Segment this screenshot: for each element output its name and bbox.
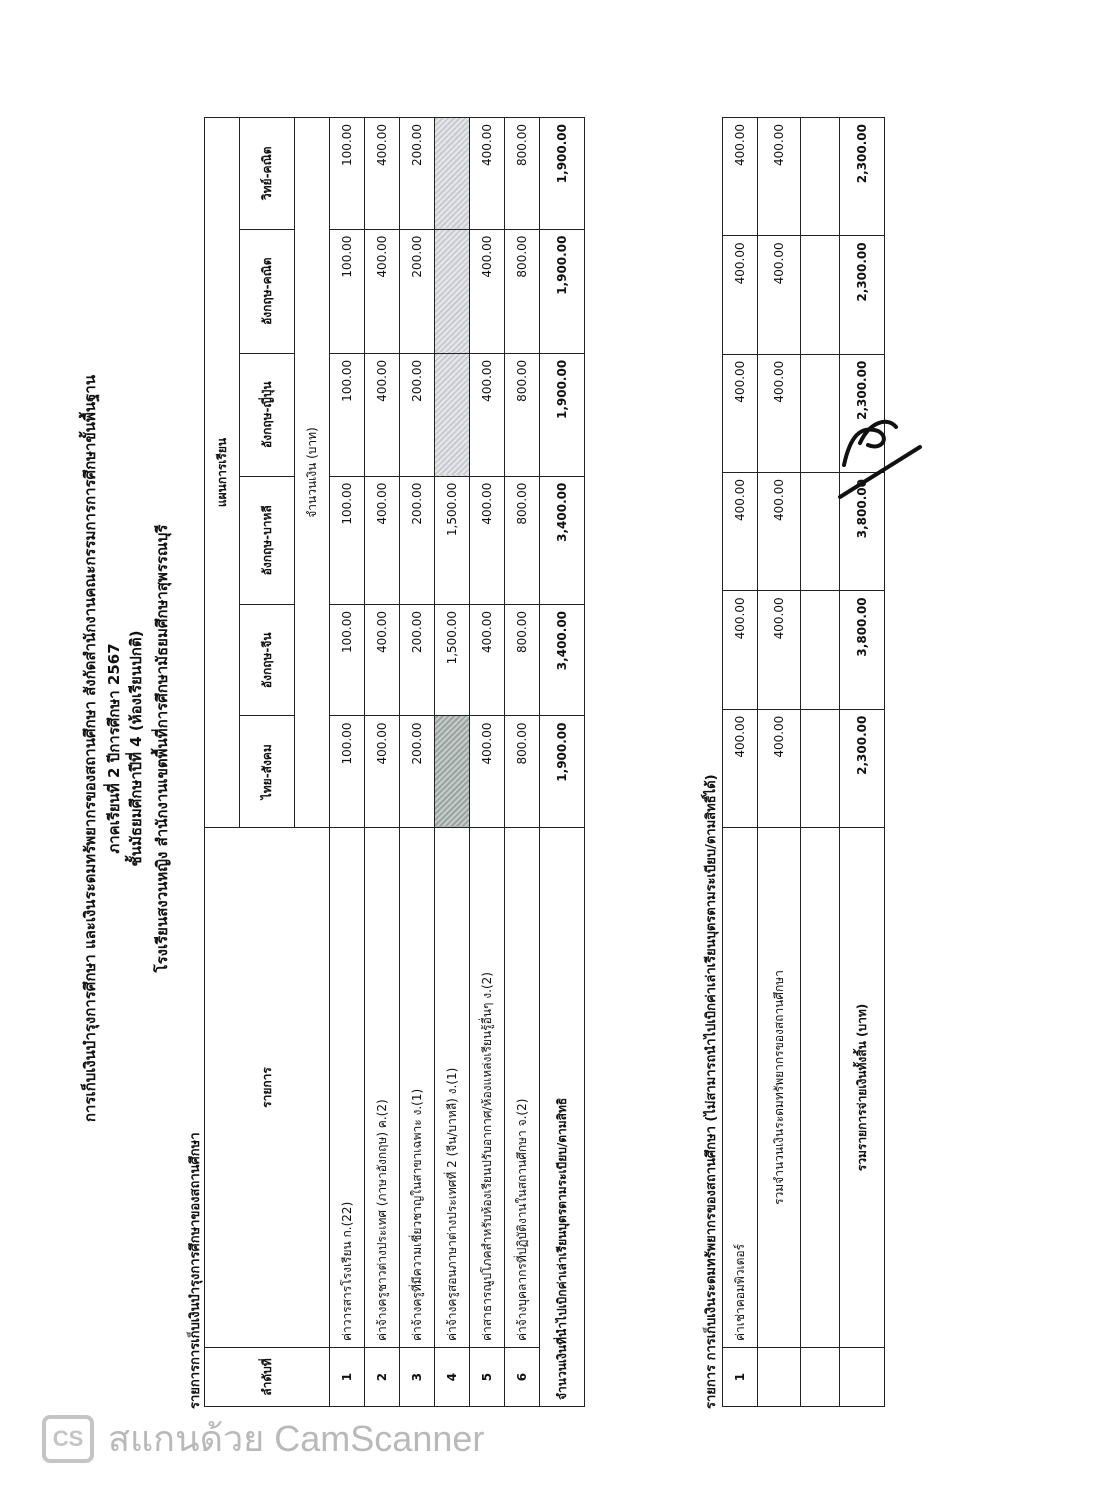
subtotal-label: รวมจำนวนเงินระดมทรัพยากรของสถานศึกษา bbox=[758, 828, 801, 1348]
cell-value-blank bbox=[435, 229, 470, 353]
table-row bbox=[723, 118, 758, 1407]
document-page bbox=[60, 0, 1094, 1497]
total-value: 1,900.00 bbox=[540, 716, 585, 828]
total-value: 1,900.00 bbox=[540, 353, 585, 476]
cell-value: 400.00 bbox=[470, 604, 505, 716]
cell-value: 400.00 bbox=[470, 476, 505, 604]
cell-value: 100.00 bbox=[330, 716, 365, 828]
subtotal-value: 400.00 bbox=[758, 354, 801, 472]
cell-value: 200.00 bbox=[400, 353, 435, 476]
cell-value: 100.00 bbox=[330, 229, 365, 353]
subtotal-value: 400.00 bbox=[758, 118, 801, 236]
grand-total-value: 2,300.00 bbox=[840, 354, 885, 472]
cell-value: 200.00 bbox=[400, 118, 435, 230]
table-row bbox=[505, 118, 540, 1407]
handwritten-signature bbox=[820, 397, 940, 517]
cell-value: 100.00 bbox=[330, 476, 365, 604]
subtotal-value: 400.00 bbox=[758, 709, 801, 827]
camscanner-logo-icon: CS bbox=[42, 1415, 94, 1463]
table1-caption: รายการการเก็บเงินบำรุงการศึกษาของสถานศึกษา bbox=[188, 1132, 203, 1409]
grand-total-label: รวมรายการจ่ายเงินทั้งสิ้น (บาท) bbox=[840, 828, 885, 1348]
cell-value: 400.00 bbox=[365, 716, 400, 828]
cell-value: 200.00 bbox=[400, 716, 435, 828]
plan-header: อังกฤษ-ญี่ปุ่น bbox=[240, 353, 295, 476]
camscanner-text: สแกนด้วย CamScanner bbox=[108, 1418, 485, 1459]
cell-value: 200.00 bbox=[400, 476, 435, 604]
cell-value: 400.00 bbox=[365, 353, 400, 476]
cell-value: 100.00 bbox=[330, 118, 365, 230]
cell-value: 400.00 bbox=[365, 229, 400, 353]
table2-caption: รายการ การเก็บเงินระดมทรัพยากรของสถานศึกษา (ไม่สามารถนำไปเบิกค่าเล่าเรียนบุตรตามระเบียบ/ตามสิทธิ์ได้) bbox=[704, 774, 719, 1409]
cell-value: 400.00 bbox=[723, 473, 758, 591]
col-header-plan: แผนการเรียน bbox=[205, 118, 240, 828]
col-header-no: ลำดับที่ bbox=[205, 1348, 330, 1407]
subtotal-value: 400.00 bbox=[758, 591, 801, 709]
grand-total-row bbox=[840, 118, 885, 1407]
cell-value: 400.00 bbox=[470, 118, 505, 230]
total-value: 3,400.00 bbox=[540, 604, 585, 716]
cell-value: 800.00 bbox=[505, 716, 540, 828]
total-value: 3,400.00 bbox=[540, 476, 585, 604]
title-line-2: ภาคเรียนที่ 2 ปีการศึกษา 2567 bbox=[105, 643, 123, 854]
plan-header: อังกฤษ-จีน bbox=[240, 604, 295, 716]
row-no: 1 bbox=[723, 1348, 758, 1407]
title-line-1: การเก็บเงินบำรุงการศึกษา และเงินระดมทรัพยากรของสถานศึกษา สังกัดสำนักงานคณะกรรมการการศึกษาขั้นพื้นฐาน bbox=[81, 374, 99, 1123]
cell-value: 1,500.00 bbox=[435, 604, 470, 716]
row-item: ค่าเช่าคอมพิวเตอร์ bbox=[723, 828, 758, 1348]
cell-value: 800.00 bbox=[505, 353, 540, 476]
cell-value-blank bbox=[435, 716, 470, 828]
row-no: 3 bbox=[400, 1348, 435, 1407]
row-item: ค่าจ้างบุคลากรที่ปฏิบัติงานในสถานศึกษา จ.(2) bbox=[505, 828, 540, 1348]
grand-total-value: 3,800.00 bbox=[840, 591, 885, 709]
cell-value: 400.00 bbox=[470, 353, 505, 476]
cell-value-blank bbox=[435, 353, 470, 476]
cell-value: 400.00 bbox=[365, 604, 400, 716]
grand-total-value: 2,300.00 bbox=[840, 709, 885, 827]
subtotal-row bbox=[758, 118, 801, 1407]
title-line-3: ชั้นมัธยมศึกษาปีที่ 4 (ห้องเรียนปกติ) bbox=[127, 630, 145, 867]
row-no: 1 bbox=[330, 1348, 365, 1407]
cell-value: 100.00 bbox=[330, 604, 365, 716]
grand-total-value: 2,300.00 bbox=[840, 236, 885, 354]
plan-header: วิทย์-คณิต bbox=[240, 118, 295, 230]
table-row bbox=[330, 118, 365, 1407]
row-item: ค่าสาธารณูปโภคสำหรับห้องเรียนปรับอากาศ/ห้องแหล่งเรียนรู้อื่นๆ ง.(2) bbox=[470, 828, 505, 1348]
spacer-row bbox=[801, 118, 840, 1407]
row-no: 6 bbox=[505, 1348, 540, 1407]
plan-header: ไทย-สังคม bbox=[240, 716, 295, 828]
total-row bbox=[540, 118, 585, 1407]
cell-value: 100.00 bbox=[330, 353, 365, 476]
cell-value: 800.00 bbox=[505, 118, 540, 230]
cell-value: 400.00 bbox=[723, 354, 758, 472]
row-no: 4 bbox=[435, 1348, 470, 1407]
unit-label: จำนวนเงิน (บาท) bbox=[295, 118, 330, 828]
table-row bbox=[470, 118, 505, 1407]
resource-fee-table bbox=[722, 117, 885, 1407]
cell-value: 800.00 bbox=[505, 604, 540, 716]
cell-value: 400.00 bbox=[723, 591, 758, 709]
cell-value: 400.00 bbox=[723, 709, 758, 827]
cell-value: 400.00 bbox=[723, 236, 758, 354]
cell-value: 1,500.00 bbox=[435, 476, 470, 604]
cell-value: 400.00 bbox=[723, 118, 758, 236]
col-header-item: รายการ bbox=[205, 828, 330, 1348]
cell-value: 200.00 bbox=[400, 604, 435, 716]
subtotal-value: 400.00 bbox=[758, 473, 801, 591]
school-name: โรงเรียนสงวนหญิง สำนักงานเขตพื้นที่การศึกษามัธยมศึกษาสุพรรณบุรี bbox=[153, 524, 171, 973]
cell-value: 400.00 bbox=[470, 229, 505, 353]
cell-value-blank bbox=[435, 118, 470, 230]
row-item: ค่าจ้างครูสอนภาษาต่างประเทศที่ 2 (จีน/บาหลี) ง.(1) bbox=[435, 828, 470, 1348]
plan-header: อังกฤษ-บาหลี bbox=[240, 476, 295, 604]
table-row bbox=[435, 118, 470, 1407]
cell-value: 400.00 bbox=[365, 476, 400, 604]
row-item: ค่าจ้างครูที่มีความเชี่ยวชาญในสาขาเฉพาะ ง.(1) bbox=[400, 828, 435, 1348]
table-row bbox=[365, 118, 400, 1407]
row-no: 2 bbox=[365, 1348, 400, 1407]
fee-table bbox=[204, 117, 585, 1407]
row-no: 5 bbox=[470, 1348, 505, 1407]
grand-total-value: 2,300.00 bbox=[840, 118, 885, 236]
total-value: 1,900.00 bbox=[540, 118, 585, 230]
row-item: ค่าจ้างครูชาวต่างประเทศ (ภาษาอังกฤษ) ค.(2) bbox=[365, 828, 400, 1348]
subtotal-value: 400.00 bbox=[758, 236, 801, 354]
cell-value: 800.00 bbox=[505, 229, 540, 353]
total-label: จำนวนเงินที่นำไปเบิกค่าเล่าเรียนบุตรตามระเบียบ/ตามสิทธิ bbox=[540, 828, 585, 1407]
cell-value: 200.00 bbox=[400, 229, 435, 353]
cell-value: 400.00 bbox=[470, 716, 505, 828]
row-item: ค่าวารสารโรงเรียน ก.(22) bbox=[330, 828, 365, 1348]
grand-total-value: 3,800.00 bbox=[840, 473, 885, 591]
table-row bbox=[400, 118, 435, 1407]
plan-header: อังกฤษ-คณิต bbox=[240, 229, 295, 353]
camscanner-watermark bbox=[42, 1410, 484, 1467]
cell-value: 400.00 bbox=[365, 118, 400, 230]
cell-value: 800.00 bbox=[505, 476, 540, 604]
total-value: 1,900.00 bbox=[540, 229, 585, 353]
